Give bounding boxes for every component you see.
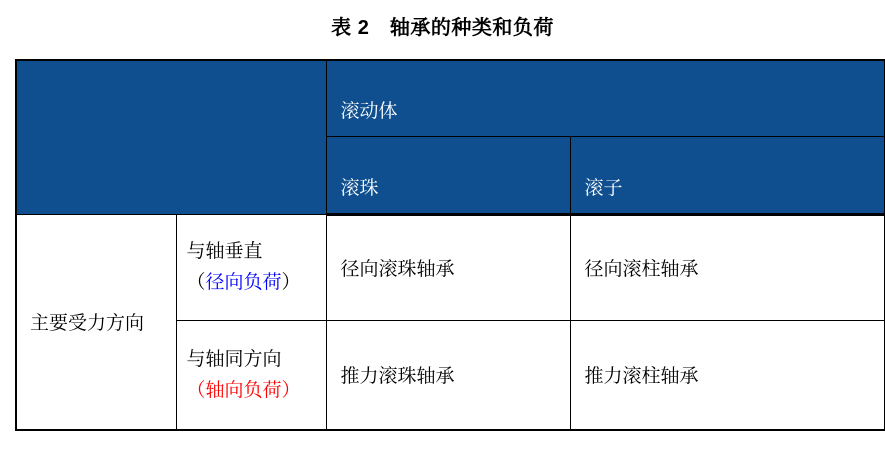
table-caption: 表 2 轴承的种类和负荷 — [331, 17, 554, 39]
header-row-rolling-element — [16, 60, 885, 136]
direction-cell-radial — [176, 214, 326, 320]
load-text-axial — [187, 375, 326, 406]
table-row-radial — [16, 214, 885, 320]
paren-open: （ — [186, 272, 206, 293]
cell-radial-roller-bearing: 径向滚柱轴承 — [570, 214, 885, 320]
header-cell-rolling-element — [326, 60, 885, 136]
header-cell-ball — [326, 136, 570, 214]
radial-load-label: 径向负荷 — [205, 272, 282, 293]
cell-radial-ball-bearing: 径向滚珠轴承 — [326, 214, 570, 320]
paren-close: ） — [281, 272, 301, 293]
paren-open: （ — [186, 379, 206, 401]
roller-label: 滚子 — [584, 177, 623, 199]
cell-thrust-roller-bearing: 推力滚柱轴承 — [570, 320, 885, 430]
rolling-element-label: 滚动体 — [340, 100, 398, 122]
direction-text-axial: 与轴同方向 — [186, 348, 282, 370]
header-cell-roller — [570, 136, 885, 214]
header-blank-cell — [16, 60, 326, 214]
ball-label: 滚珠 — [340, 177, 379, 199]
axial-load-label: 轴向负荷 — [205, 379, 282, 401]
direction-text-radial: 与轴垂直 — [186, 241, 263, 262]
row-header-main-force-direction: 主要受力方向 — [16, 214, 176, 430]
bearing-types-table — [15, 59, 885, 431]
direction-cell-axial — [176, 320, 326, 430]
cell-thrust-ball-bearing: 推力滚珠轴承 — [326, 320, 570, 430]
paren-close: ） — [281, 379, 301, 401]
load-text-radial — [187, 267, 326, 298]
